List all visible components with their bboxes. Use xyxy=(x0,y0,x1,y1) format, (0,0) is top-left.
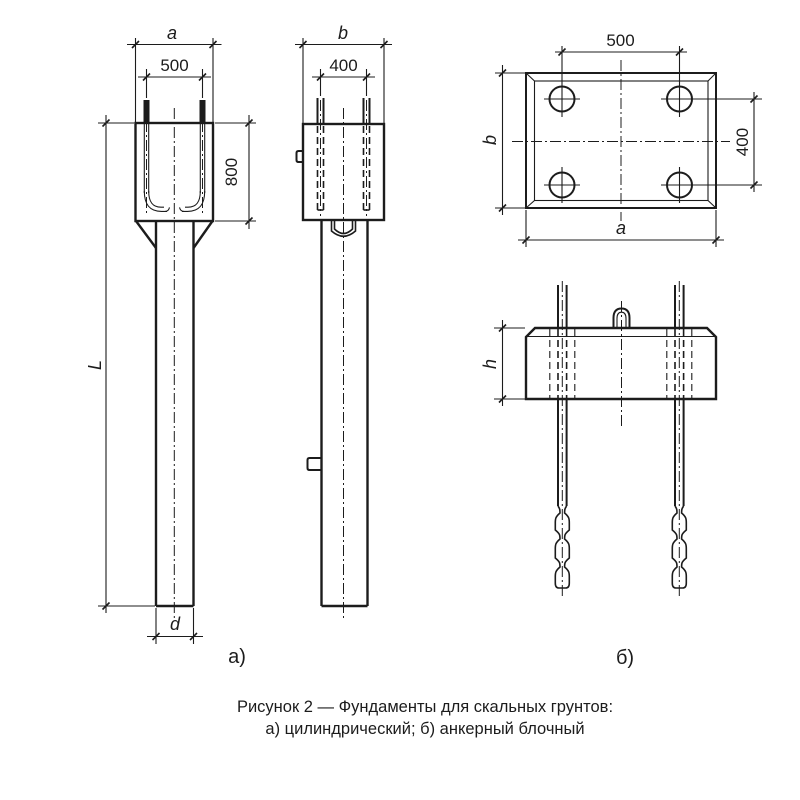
sublabel-a: а) xyxy=(228,646,246,668)
view-b-plan-anchor-block xyxy=(480,31,762,247)
dim-label-a: a xyxy=(166,23,178,43)
dim-label-b: b xyxy=(337,23,349,43)
dim-label-a: a xyxy=(615,218,627,238)
dim-b-plate-depth xyxy=(480,65,525,215)
dim-800-block-height xyxy=(215,115,256,229)
view-a-front-cylindrical-foundation xyxy=(85,23,256,644)
caption-line-1: Рисунок 2 — Фундаменты для скальных грунтов: xyxy=(236,698,614,716)
shaft-side-lug xyxy=(308,458,322,470)
dim-500-bolt-spacing xyxy=(138,56,211,98)
dim-label-h: h xyxy=(480,358,500,370)
dim-label-L: L xyxy=(85,359,105,371)
dim-label-500: 500 xyxy=(606,31,635,50)
dim-label-400: 400 xyxy=(733,127,752,157)
centerlines xyxy=(321,100,367,618)
dim-label-400: 400 xyxy=(329,56,358,75)
dim-label-800: 800 xyxy=(222,157,241,187)
caption-line-2: а) цилиндрический; б) анкерный блочный xyxy=(265,720,585,738)
view-b-side-anchor-block xyxy=(480,281,716,599)
cylindrical-shaft xyxy=(308,220,368,606)
dim-400-bolt-spacing xyxy=(312,56,375,96)
dim-500-hole-spacing-x xyxy=(555,31,687,56)
dim-h-block-height xyxy=(480,320,525,406)
dim-d-shaft-diameter xyxy=(147,608,203,644)
dim-label-d: d xyxy=(169,614,181,634)
view-a-side-cylindrical-foundation xyxy=(295,23,392,618)
dim-label-b: b xyxy=(480,134,500,146)
dim-400-hole-spacing-y xyxy=(733,92,758,192)
dim-label-500: 500 xyxy=(160,56,189,75)
sublabel-b: б) xyxy=(615,647,635,669)
anchor-holes xyxy=(544,46,762,203)
centerlines xyxy=(512,60,730,221)
